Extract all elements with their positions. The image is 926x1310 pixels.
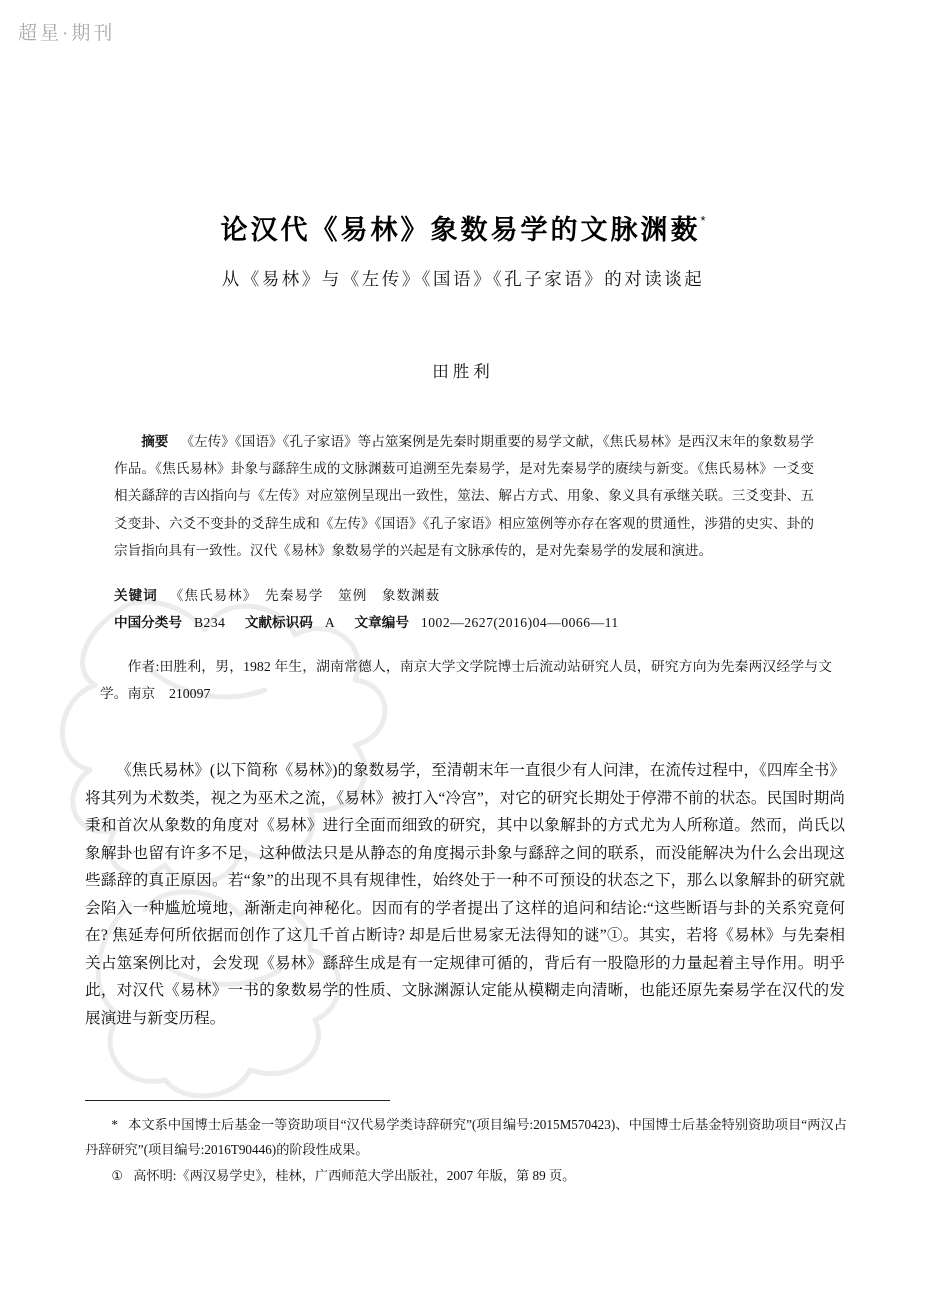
clc-label: 中国分类号	[114, 615, 182, 630]
title-footnote-marker: *	[700, 213, 706, 229]
article-id-label: 文章编号	[354, 615, 409, 630]
footnote-item	[85, 1112, 847, 1162]
footnote-item	[85, 1163, 847, 1188]
body-paragraph: 《焦氏易林》(以下简称《易林》)的象数易学，至清朝末年一直很少有人问津，在流传过程中，《四库全书》将其列为术数类，视之为巫术之流，《易林》被打入“冷宫”，对它的研究长期处于停滞不前的状态。民国时期尚秉和首次从象数的角度对《易林》进行全面而细致的研究，其中以象解卦的方式尤为人所称道。然而，尚氏以象解卦也留有许多不足，这种做法只是从静态的角度揭示卦象与繇辞之间的联系，而没能解决为什么会出现这些繇辞的真正原因。若“象”的出现不具有规律性，始终处于一种不可预设的状态之下，那么以象解卦的研究就会陷入一种尴尬境地，渐渐走向神秘化。因而有的学者提出了这样的追问和结论:“这些断语与卦的关系究竟何在? 焦延寿何所依据而创作了这几千首占断诗? 却是后世易家无法得知的谜”①。其实，若将《易林》与先秦相关占筮案例比对，会发现《易林》繇辞生成是有一定规律可循的，背后有一股隐形的力量起着主导作用。明乎此，对汉代《易林》一书的象数易学的性质、文脉渊源认定能从模糊走向清晰，也能还原先秦易学在汉代的发展演进与新变历程。	[85, 762, 845, 1027]
footnotes-block	[85, 1112, 847, 1189]
abstract-label: 摘要	[141, 434, 169, 449]
article-author: 田胜利	[432, 362, 494, 381]
footnote-divider	[85, 1100, 390, 1101]
author-bio: 作者:田胜利，男，1982 年生，湖南常德人，南京大学文学院博士后流动站研究人员，研究方向为先秦两汉经学与文学。南京 210097	[100, 659, 832, 701]
footnote-marker: *	[111, 1117, 118, 1132]
abstract-text: 《左传》《国语》《孔子家语》等占筮案例是先秦时期重要的易学文献，《焦氏易林》是西汉末年的象数易学作品。《焦氏易林》卦象与繇辞生成的文脉渊薮可追溯至先秦易学，是对先秦易学的赓续与新变。《焦氏易林》一爻变相关繇辞的吉凶指向与《左传》对应筮例呈现出一致性，筮法、解占方式、用象、象义具有承继关联。三爻变卦、五爻变卦、六爻不变卦的爻辞生成和《左传》《国语》《孔子家语》相应筮例等亦存在客观的贯通性，涉猎的史实、卦的宗旨指向具有一致性。汉代《易林》象数易学的兴起是有文脉承传的，是对先秦易学的发展和演进。	[114, 434, 814, 558]
clc-value: B234	[193, 615, 226, 630]
footnote-text: 高怀明:《两汉易学史》，桂林，广西师范大学出版社，2007 年版，第 89 页。	[133, 1168, 576, 1183]
doc-code-value: A	[324, 615, 336, 630]
platform-brand: 超星·期刊	[18, 23, 116, 44]
keywords-text: 《焦氏易林》 先秦易学 筮例 象数渊薮	[169, 588, 441, 603]
title-text: 论汉代《易林》象数易学的文脉渊薮	[220, 215, 701, 246]
article-subtitle: 从《易林》与《左传》《国语》《孔子家语》的对读谈起	[221, 269, 705, 289]
article-id-value: 1002—2627(2016)04—0066—11	[420, 615, 619, 630]
page-title	[0, 208, 926, 247]
keywords-line	[114, 584, 814, 604]
doc-code-label: 文献标识码	[244, 615, 313, 630]
footnote-marker: ①	[111, 1168, 124, 1183]
keywords-label: 关键词	[114, 588, 158, 603]
abstract-paragraph	[114, 428, 814, 564]
classification-line	[114, 611, 834, 631]
footnote-text: 本文系中国博士后基金一等资助项目“汉代易学类诗辞研究”(项目编号:2015M570423)、中国博士后基金特别资助项目“两汉占丹辞研究”(项目编号:2016T90446)的阶段性成果。	[85, 1117, 847, 1157]
